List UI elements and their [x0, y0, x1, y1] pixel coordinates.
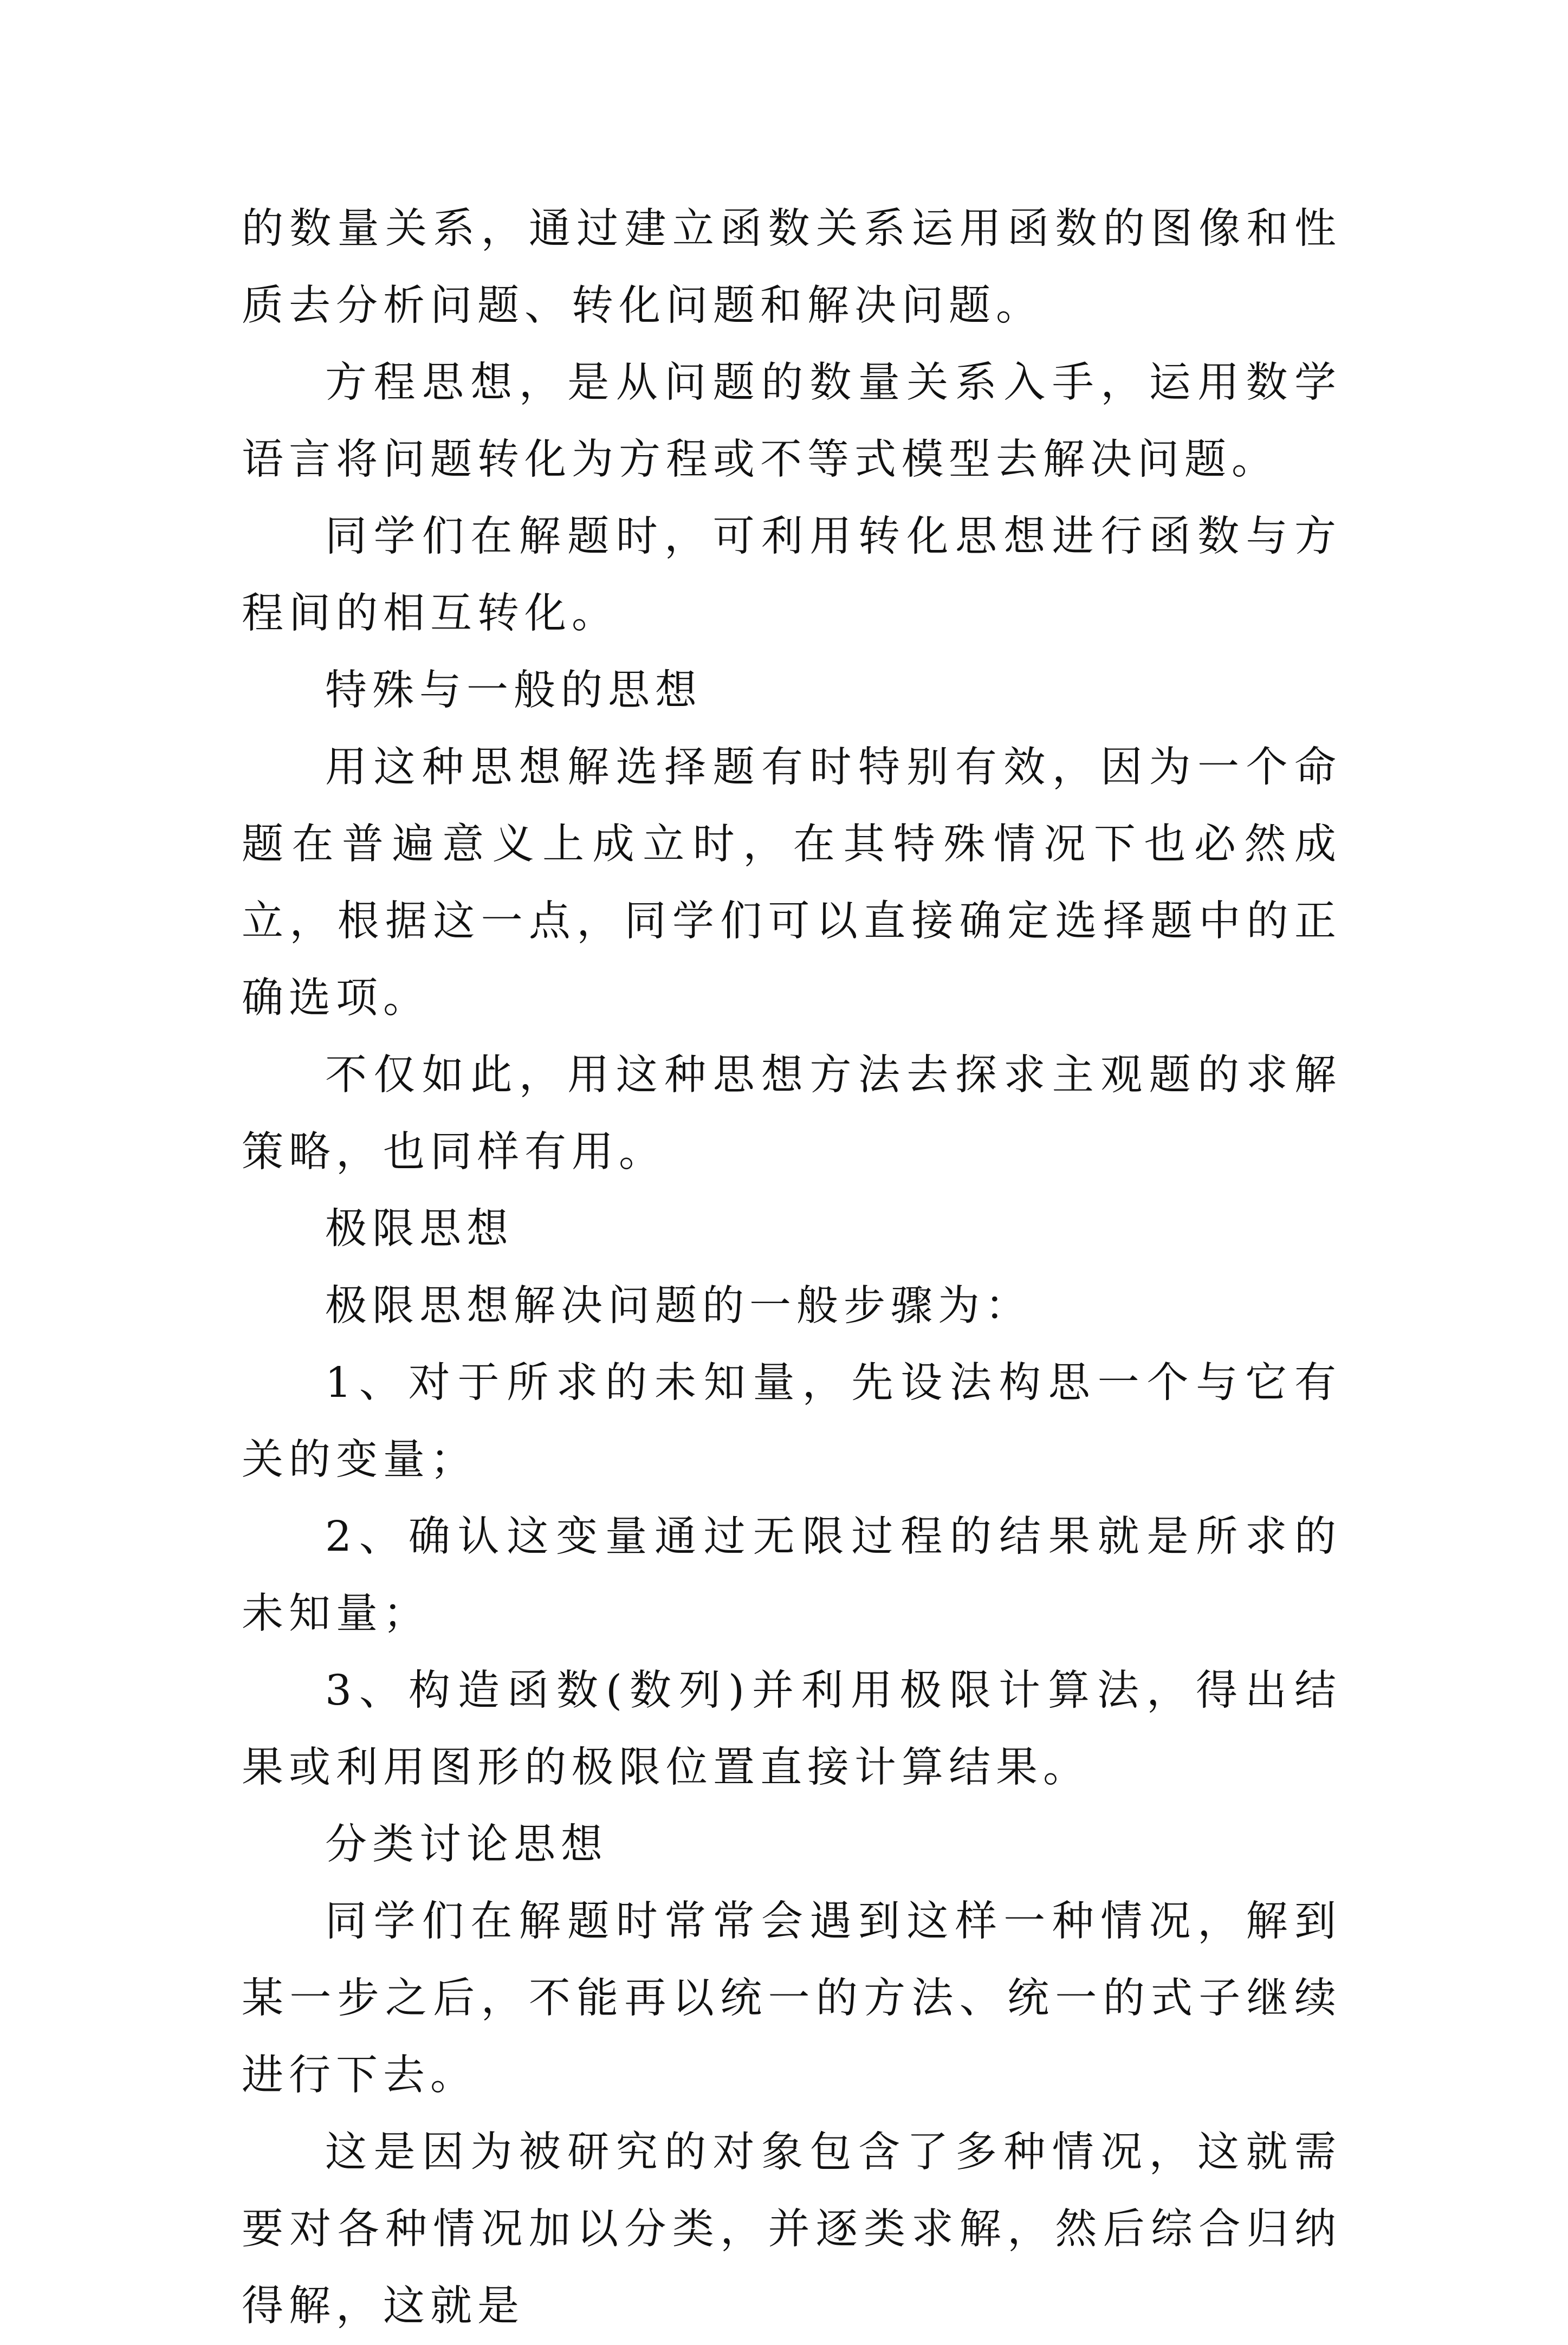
paragraph: 极限思想解决问题的一般步骤为：: [325, 1282, 1032, 1330]
paragraph: 不仅如此，用这种思想方法去探求主观题的求解策略，也同样有用。: [242, 1051, 1342, 1176]
paragraph: 同学们在解题时常常会遇到这样一种情况，解到某一步之后，不能再以统一的方法、统一的式子继续进行下去。: [242, 1897, 1342, 2100]
list-item: 1、对于所求的未知量，先设法构思一个与它有关的变量；: [242, 1359, 1342, 1484]
section-heading: 极限思想: [325, 1205, 514, 1253]
paragraph: 方程思想，是从问题的数量关系入手，运用数学语言将问题转化为方程或不等式模型去解决问题。: [242, 359, 1342, 484]
paragraph: 这是因为被研究的对象包含了多种情况，这就需要对各种情况加以分类，并逐类求解，然后综合归纳得解，这就是: [242, 2128, 1342, 2330]
paragraph: 同学们在解题时，可利用转化思想进行函数与方程间的相互转化。: [242, 513, 1342, 638]
paragraph: 用这种思想解选择题有时特别有效，因为一个命题在普遍意义上成立时，在其特殊情况下也必然成立，根据这一点，同学们可以直接确定选择题中的正确选项。: [242, 743, 1342, 1022]
section-heading: 特殊与一般的思想: [325, 666, 702, 715]
list-item: 3、构造函数(数列)并利用极限计算法，得出结果或利用图形的极限位置直接计算结果。: [242, 1667, 1342, 1792]
list-item: 2、确认这变量通过无限过程的结果就是所求的未知量；: [242, 1513, 1342, 1638]
paragraph-continuation: 的数量关系，通过建立函数关系运用函数的图像和性质去分析问题、转化问题和解决问题。: [242, 205, 1342, 330]
section-heading: 分类讨论思想: [325, 1821, 608, 1869]
document-body: [242, 191, 1342, 2345]
